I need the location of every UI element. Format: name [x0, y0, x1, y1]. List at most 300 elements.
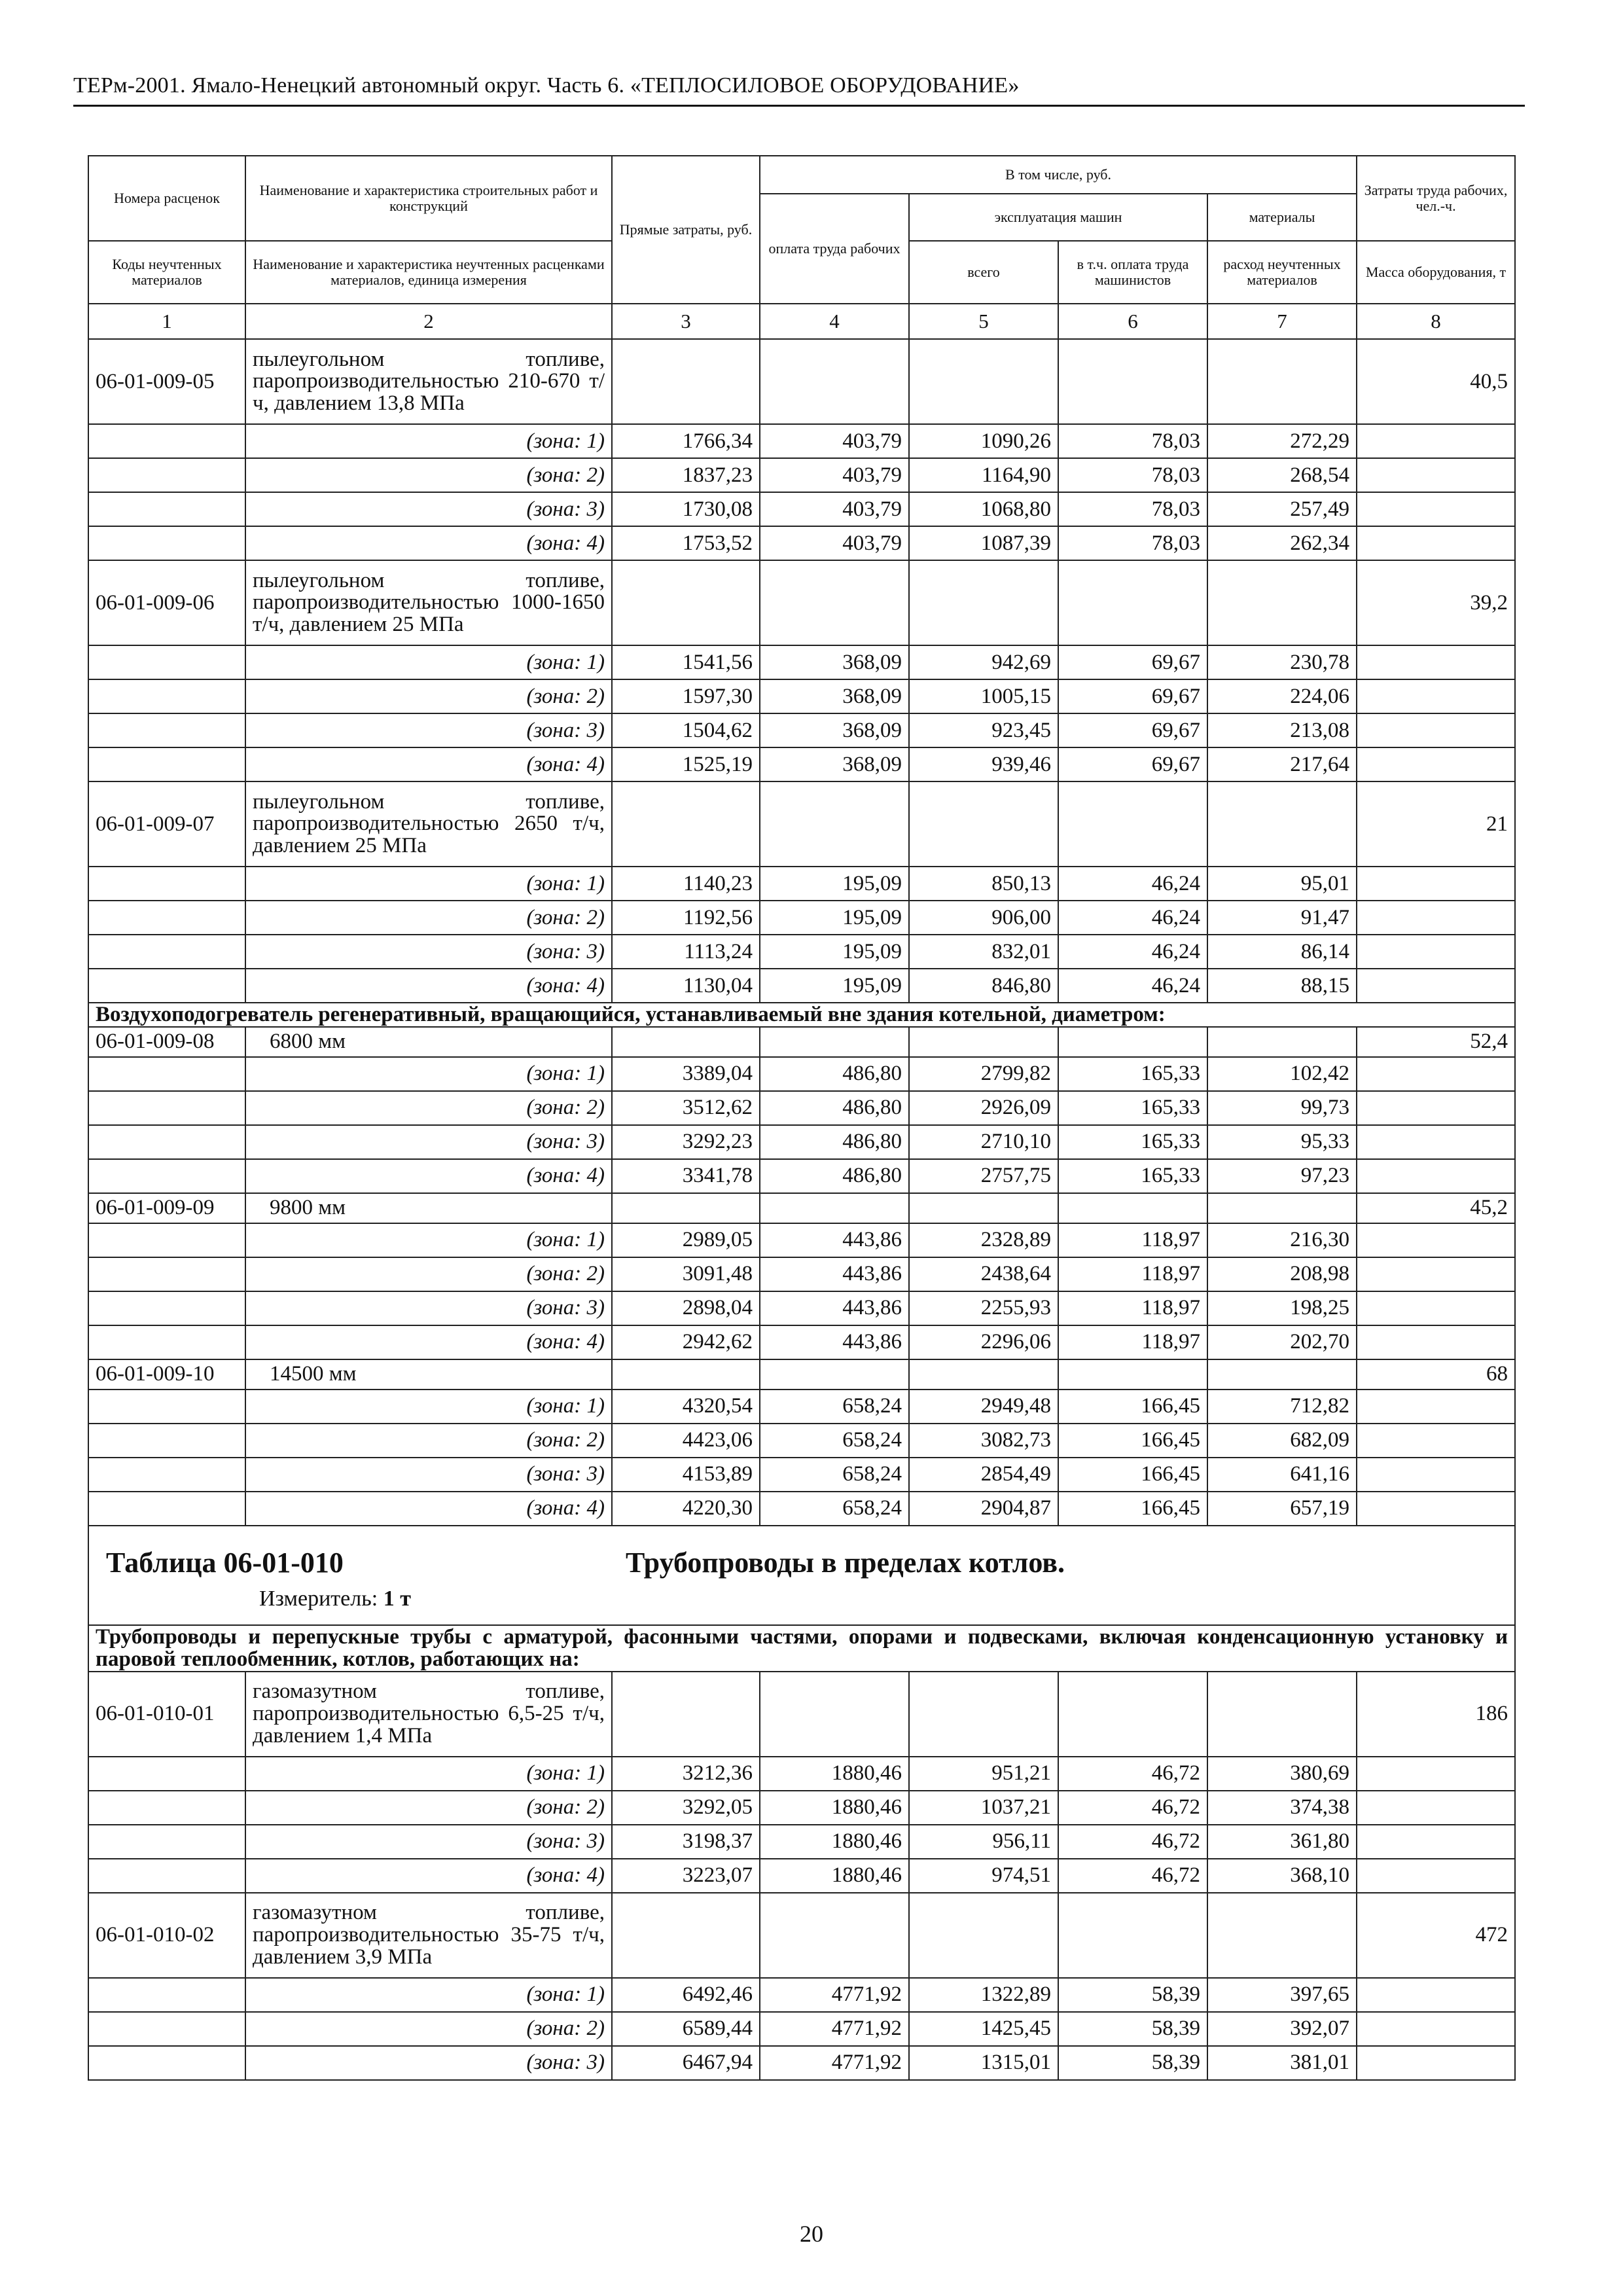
empty-cell: [909, 1193, 1058, 1223]
empty-cell: [1357, 1257, 1515, 1291]
machinist-pay-value: 46,24: [1058, 935, 1207, 969]
empty-cell: [760, 1359, 909, 1390]
materials-value: 712,82: [1207, 1390, 1357, 1424]
labor-pay-value: 368,09: [760, 713, 909, 747]
empty-cell: [612, 1672, 760, 1757]
rate-code: 06-01-009-07: [88, 781, 245, 867]
section-heading-air-heater: Воздухоподогреватель регенеративный, вращающийся, устанавливаемый вне здания котельной, диаметром:: [88, 1003, 1515, 1027]
empty-cell: [88, 1978, 245, 2012]
labor-pay-value: 403,79: [760, 458, 909, 492]
zone-label: (зона: 1): [245, 867, 612, 901]
zone-label: (зона: 2): [245, 1791, 612, 1825]
rate-row-header: [88, 1027, 1515, 1057]
labor-pay-value: 195,09: [760, 969, 909, 1003]
machines-total-value: 832,01: [909, 935, 1058, 969]
labor-pay-value: 658,24: [760, 1424, 909, 1458]
empty-cell: [88, 1458, 245, 1492]
empty-cell: [88, 1091, 245, 1125]
machines-total-value: 846,80: [909, 969, 1058, 1003]
rate-row-header: [88, 1893, 1515, 1978]
rate-row-header: [88, 339, 1515, 424]
empty-cell: [1357, 713, 1515, 747]
labor-pay-value: 443,86: [760, 1257, 909, 1291]
machines-total-value: 1005,15: [909, 679, 1058, 713]
zone-label: (зона: 4): [245, 1859, 612, 1893]
rate-description: пылеугольном топливе, паропроизводительностью 2650 т/ч, давлением 25 МПа: [245, 781, 612, 867]
materials-value: 224,06: [1207, 679, 1357, 713]
rate-mass: 52,4: [1357, 1027, 1515, 1057]
zone-row: [88, 1291, 1515, 1325]
machines-total-value: 923,45: [909, 713, 1058, 747]
machines-total-value: 942,69: [909, 645, 1058, 679]
labor-pay-value: 443,86: [760, 1223, 909, 1257]
machines-total-value: 906,00: [909, 901, 1058, 935]
empty-cell: [612, 781, 760, 867]
group-list-a: [88, 339, 1515, 1003]
group-list-c: [88, 1672, 1515, 2080]
zone-row: [88, 1757, 1515, 1791]
rate-mass: 21: [1357, 781, 1515, 867]
machinist-pay-value: 46,72: [1058, 1859, 1207, 1893]
materials-value: 641,16: [1207, 1458, 1357, 1492]
machines-total-value: 1322,89: [909, 1978, 1058, 2012]
table-title-row: [88, 1526, 1515, 1625]
zone-label: (зона: 3): [245, 713, 612, 747]
materials-value: 262,34: [1207, 526, 1357, 560]
machinist-pay-value: 165,33: [1058, 1057, 1207, 1091]
empty-cell: [88, 1390, 245, 1424]
empty-cell: [1357, 492, 1515, 526]
direct-cost-value: 4220,30: [612, 1492, 760, 1526]
group-list-b: [88, 1027, 1515, 1526]
empty-cell: [1058, 560, 1207, 645]
zone-row: [88, 492, 1515, 526]
empty-cell: [1357, 867, 1515, 901]
zone-row: [88, 1458, 1515, 1492]
rate-mass: 472: [1357, 1893, 1515, 1978]
empty-cell: [1357, 679, 1515, 713]
direct-cost-value: 1597,30: [612, 679, 760, 713]
machinist-pay-value: 46,24: [1058, 969, 1207, 1003]
empty-cell: [88, 1291, 245, 1325]
col-num: 4: [760, 304, 909, 339]
machines-total-value: 850,13: [909, 867, 1058, 901]
col-num: 2: [245, 304, 612, 339]
labor-pay-value: 4771,92: [760, 2046, 909, 2080]
empty-cell: [909, 1359, 1058, 1390]
machinist-pay-value: 118,97: [1058, 1291, 1207, 1325]
direct-cost-value: 1192,56: [612, 901, 760, 935]
empty-cell: [1357, 1978, 1515, 2012]
materials-value: 213,08: [1207, 713, 1357, 747]
direct-cost-value: 6467,94: [612, 2046, 760, 2080]
rate-code: 06-01-010-01: [88, 1672, 245, 1757]
machines-total-value: 2328,89: [909, 1223, 1058, 1257]
machinist-pay-value: 165,33: [1058, 1159, 1207, 1193]
section-heading-pipes: Трубопроводы и перепускные трубы с арматурой, фасонными частями, опорами и подвесками, включая конденсационную установку и паровой теплообменник, котлов, работающих на:: [88, 1625, 1515, 1672]
empty-cell: [88, 1257, 245, 1291]
direct-cost-value: 3512,62: [612, 1091, 760, 1125]
zone-row: [88, 424, 1515, 458]
col-num: 5: [909, 304, 1058, 339]
empty-cell: [88, 492, 245, 526]
rate-mass: 186: [1357, 1672, 1515, 1757]
zone-label: (зона: 2): [245, 2012, 612, 2046]
direct-cost-value: 6492,46: [612, 1978, 760, 2012]
empty-cell: [1207, 560, 1357, 645]
zone-label: (зона: 1): [245, 1057, 612, 1091]
empty-cell: [909, 1672, 1058, 1757]
empty-cell: [1357, 1791, 1515, 1825]
zone-row: [88, 2012, 1515, 2046]
zone-label: (зона: 2): [245, 458, 612, 492]
materials-value: 208,98: [1207, 1257, 1357, 1291]
header-name-sub: Наименование и характеристика неучтенных расценками материалов, единица измерения: [245, 241, 612, 304]
machines-total-value: 1087,39: [909, 526, 1058, 560]
machinist-pay-value: 166,45: [1058, 1390, 1207, 1424]
direct-cost-value: 1113,24: [612, 935, 760, 969]
labor-pay-value: 368,09: [760, 645, 909, 679]
col-num: 1: [88, 304, 245, 339]
empty-cell: [1357, 1424, 1515, 1458]
zone-row: [88, 1424, 1515, 1458]
empty-cell: [1357, 1757, 1515, 1791]
empty-cell: [1357, 1223, 1515, 1257]
zone-label: (зона: 4): [245, 969, 612, 1003]
direct-cost-value: 1541,56: [612, 645, 760, 679]
materials-value: 102,42: [1207, 1057, 1357, 1091]
table-title-block: [88, 1526, 1515, 1625]
empty-cell: [760, 1893, 909, 1978]
empty-cell: [1058, 1893, 1207, 1978]
machines-total-value: 2757,75: [909, 1159, 1058, 1193]
zone-row: [88, 1091, 1515, 1125]
empty-cell: [88, 2012, 245, 2046]
section-row: [88, 1625, 1515, 1672]
rate-mass: 40,5: [1357, 339, 1515, 424]
machines-total-value: 2854,49: [909, 1458, 1058, 1492]
direct-cost-value: 2898,04: [612, 1291, 760, 1325]
empty-cell: [612, 1893, 760, 1978]
zone-label: (зона: 3): [245, 1291, 612, 1325]
machinist-pay-value: 118,97: [1058, 1257, 1207, 1291]
machinist-pay-value: 46,72: [1058, 1757, 1207, 1791]
machines-total-value: 2438,64: [909, 1257, 1058, 1291]
rate-row-header: [88, 560, 1515, 645]
machines-total-value: 2926,09: [909, 1091, 1058, 1125]
empty-cell: [909, 1027, 1058, 1057]
empty-cell: [88, 679, 245, 713]
col-num: 6: [1058, 304, 1207, 339]
empty-cell: [612, 1359, 760, 1390]
zone-label: (зона: 1): [245, 424, 612, 458]
col-num: 3: [612, 304, 760, 339]
direct-cost-value: 3292,05: [612, 1791, 760, 1825]
labor-pay-value: 1880,46: [760, 1825, 909, 1859]
zone-row: [88, 1492, 1515, 1526]
zone-row: [88, 526, 1515, 560]
machines-total-value: 1315,01: [909, 2046, 1058, 2080]
empty-cell: [909, 781, 1058, 867]
labor-pay-value: 1880,46: [760, 1791, 909, 1825]
machinist-pay-value: 69,67: [1058, 713, 1207, 747]
empty-cell: [612, 560, 760, 645]
empty-cell: [1058, 1193, 1207, 1223]
empty-cell: [909, 560, 1058, 645]
empty-cell: [88, 901, 245, 935]
zone-row: [88, 1257, 1515, 1291]
empty-cell: [1207, 1359, 1357, 1390]
empty-cell: [760, 1672, 909, 1757]
price-table: [88, 155, 1516, 2081]
column-numbers: [88, 304, 1515, 339]
materials-value: 97,23: [1207, 1159, 1357, 1193]
machines-total-value: 1090,26: [909, 424, 1058, 458]
labor-pay-value: 4771,92: [760, 2012, 909, 2046]
machinist-pay-value: 69,67: [1058, 747, 1207, 781]
empty-cell: [760, 1027, 909, 1057]
zone-label: (зона: 2): [245, 901, 612, 935]
machines-total-value: 2255,93: [909, 1291, 1058, 1325]
labor-pay-value: 658,24: [760, 1390, 909, 1424]
empty-cell: [88, 1825, 245, 1859]
zone-label: (зона: 4): [245, 1325, 612, 1359]
materials-value: 257,49: [1207, 492, 1357, 526]
machinist-pay-value: 166,45: [1058, 1458, 1207, 1492]
machines-total-value: 1164,90: [909, 458, 1058, 492]
empty-cell: [612, 1027, 760, 1057]
materials-value: 198,25: [1207, 1291, 1357, 1325]
header-direct-costs: Прямые затраты, руб.: [612, 156, 760, 304]
zone-label: (зона: 2): [245, 1091, 612, 1125]
empty-cell: [88, 424, 245, 458]
machinist-pay-value: 165,33: [1058, 1091, 1207, 1125]
table-name: Трубопроводы в пределах котлов.: [626, 1546, 1065, 1579]
empty-cell: [1357, 1458, 1515, 1492]
header-divider: [73, 105, 1525, 107]
machinist-pay-value: 58,39: [1058, 2046, 1207, 2080]
zone-row: [88, 901, 1515, 935]
empty-cell: [88, 1791, 245, 1825]
empty-cell: [1357, 1091, 1515, 1125]
machines-total-value: 2296,06: [909, 1325, 1058, 1359]
zone-label: (зона: 1): [245, 1390, 612, 1424]
empty-cell: [88, 935, 245, 969]
zone-label: (зона: 1): [245, 1978, 612, 2012]
materials-value: 202,70: [1207, 1325, 1357, 1359]
zone-row: [88, 1325, 1515, 1359]
labor-pay-value: 443,86: [760, 1325, 909, 1359]
zone-row: [88, 1057, 1515, 1091]
direct-cost-value: 1766,34: [612, 424, 760, 458]
rate-mass: 39,2: [1357, 560, 1515, 645]
running-header: ТЕРм-2001. Ямало-Ненецкий автономный округ. Часть 6. «ТЕПЛОСИЛОВОЕ ОБОРУДОВАНИЕ»: [73, 73, 1020, 98]
empty-cell: [88, 645, 245, 679]
header-labor-pay: оплата труда рабочих: [760, 194, 909, 304]
direct-cost-value: 1130,04: [612, 969, 760, 1003]
direct-cost-value: 4423,06: [612, 1424, 760, 1458]
header-name: Наименование и характеристика строительных работ и конструкций: [245, 156, 612, 241]
empty-cell: [1058, 1027, 1207, 1057]
labor-pay-value: 368,09: [760, 679, 909, 713]
materials-value: 99,73: [1207, 1091, 1357, 1125]
empty-cell: [1357, 1125, 1515, 1159]
machinist-pay-value: 69,67: [1058, 645, 1207, 679]
zone-row: [88, 713, 1515, 747]
rate-description: 9800 мм: [245, 1193, 612, 1223]
zone-label: (зона: 3): [245, 1458, 612, 1492]
empty-cell: [1357, 1492, 1515, 1526]
direct-cost-value: 3198,37: [612, 1825, 760, 1859]
rate-code: 06-01-009-05: [88, 339, 245, 424]
empty-cell: [1207, 1027, 1357, 1057]
header-machines-total: всего: [909, 241, 1058, 304]
zone-row: [88, 679, 1515, 713]
machinist-pay-value: 166,45: [1058, 1492, 1207, 1526]
machines-total-value: 2799,82: [909, 1057, 1058, 1091]
machinist-pay-value: 78,03: [1058, 526, 1207, 560]
empty-cell: [88, 969, 245, 1003]
rate-code: 06-01-010-02: [88, 1893, 245, 1978]
zone-label: (зона: 3): [245, 2046, 612, 2080]
machinist-pay-value: 58,39: [1058, 1978, 1207, 2012]
machines-total-value: 956,11: [909, 1825, 1058, 1859]
zone-row: [88, 1825, 1515, 1859]
empty-cell: [612, 339, 760, 424]
machinist-pay-value: 46,72: [1058, 1791, 1207, 1825]
empty-cell: [88, 526, 245, 560]
labor-pay-value: 486,80: [760, 1125, 909, 1159]
labor-pay-value: 1880,46: [760, 1859, 909, 1893]
materials-value: 374,38: [1207, 1791, 1357, 1825]
machinist-pay-value: 46,24: [1058, 867, 1207, 901]
empty-cell: [1357, 1825, 1515, 1859]
machines-total-value: 951,21: [909, 1757, 1058, 1791]
direct-cost-value: 1140,23: [612, 867, 760, 901]
machines-total-value: 3082,73: [909, 1424, 1058, 1458]
machines-total-value: 974,51: [909, 1859, 1058, 1893]
zone-row: [88, 1859, 1515, 1893]
rate-description: газомазутном топливе, паропроизводительностью 6,5-25 т/ч, давлением 1,4 МПа: [245, 1672, 612, 1757]
direct-cost-value: 3091,48: [612, 1257, 760, 1291]
zone-row: [88, 867, 1515, 901]
empty-cell: [1207, 781, 1357, 867]
labor-pay-value: 195,09: [760, 867, 909, 901]
direct-cost-value: 3341,78: [612, 1159, 760, 1193]
machinist-pay-value: 166,45: [1058, 1424, 1207, 1458]
unit-label: Измеритель:: [259, 1586, 378, 1611]
labor-pay-value: 195,09: [760, 901, 909, 935]
empty-cell: [88, 713, 245, 747]
zone-row: [88, 1978, 1515, 2012]
machines-total-value: 1068,80: [909, 492, 1058, 526]
machines-total-value: 1037,21: [909, 1791, 1058, 1825]
machines-total-value: 939,46: [909, 747, 1058, 781]
materials-value: 361,80: [1207, 1825, 1357, 1859]
header-materials: материалы: [1207, 194, 1357, 241]
zone-row: [88, 1791, 1515, 1825]
direct-cost-value: 4153,89: [612, 1458, 760, 1492]
empty-cell: [1357, 1291, 1515, 1325]
machinist-pay-value: 58,39: [1058, 2012, 1207, 2046]
materials-value: 392,07: [1207, 2012, 1357, 2046]
direct-cost-value: 2942,62: [612, 1325, 760, 1359]
empty-cell: [760, 781, 909, 867]
direct-cost-value: 1837,23: [612, 458, 760, 492]
rate-description: газомазутном топливе, паропроизводительностью 35-75 т/ч, давлением 3,9 МПа: [245, 1893, 612, 1978]
zone-label: (зона: 4): [245, 526, 612, 560]
empty-cell: [1207, 339, 1357, 424]
rate-row-header: [88, 1359, 1515, 1390]
rate-mass: 45,2: [1357, 1193, 1515, 1223]
zone-row: [88, 1390, 1515, 1424]
zone-label: (зона: 3): [245, 1125, 612, 1159]
labor-pay-value: 486,80: [760, 1057, 909, 1091]
materials-value: 381,01: [1207, 2046, 1357, 2080]
zone-row: [88, 1223, 1515, 1257]
direct-cost-value: 3212,36: [612, 1757, 760, 1791]
header-code-sub: Коды неучтенных материалов: [88, 241, 245, 304]
empty-cell: [1357, 1390, 1515, 1424]
empty-cell: [1357, 526, 1515, 560]
empty-cell: [1207, 1193, 1357, 1223]
empty-cell: [88, 1859, 245, 1893]
rate-code: 06-01-009-06: [88, 560, 245, 645]
empty-cell: [88, 747, 245, 781]
direct-cost-value: 4320,54: [612, 1390, 760, 1424]
machinist-pay-value: 118,97: [1058, 1325, 1207, 1359]
empty-cell: [1058, 781, 1207, 867]
empty-cell: [1357, 2012, 1515, 2046]
direct-cost-value: 3389,04: [612, 1057, 760, 1091]
zone-label: (зона: 4): [245, 1492, 612, 1526]
header-labor-cost: Затраты труда рабочих, чел.-ч.: [1357, 156, 1515, 241]
empty-cell: [760, 1193, 909, 1223]
page-number: 20: [800, 2221, 823, 2247]
zone-label: (зона: 2): [245, 1424, 612, 1458]
materials-value: 230,78: [1207, 645, 1357, 679]
rate-code: 06-01-009-10: [88, 1359, 245, 1390]
empty-cell: [909, 339, 1058, 424]
header-machines: эксплуатация машин: [909, 194, 1207, 241]
header-mass: Масса оборудования, т: [1357, 241, 1515, 304]
empty-cell: [1058, 1672, 1207, 1757]
unit-value: 1 т: [383, 1586, 411, 1611]
empty-cell: [612, 1193, 760, 1223]
materials-value: 95,33: [1207, 1125, 1357, 1159]
direct-cost-value: 6589,44: [612, 2012, 760, 2046]
table-unit: [259, 1587, 411, 1611]
machinist-pay-value: 78,03: [1058, 492, 1207, 526]
machinist-pay-value: 165,33: [1058, 1125, 1207, 1159]
labor-pay-value: 4771,92: [760, 1978, 909, 2012]
empty-cell: [88, 1223, 245, 1257]
machinist-pay-value: 46,72: [1058, 1825, 1207, 1859]
machinist-pay-value: 78,03: [1058, 458, 1207, 492]
labor-pay-value: 486,80: [760, 1159, 909, 1193]
rate-description: 6800 мм: [245, 1027, 612, 1057]
rate-row-header: [88, 1193, 1515, 1223]
rate-code: 06-01-009-08: [88, 1027, 245, 1057]
labor-pay-value: 403,79: [760, 526, 909, 560]
rate-row-header: [88, 781, 1515, 867]
zone-row: [88, 969, 1515, 1003]
rate-description: 14500 мм: [245, 1359, 612, 1390]
empty-cell: [88, 458, 245, 492]
zone-row: [88, 747, 1515, 781]
empty-cell: [88, 1492, 245, 1526]
col-num: 7: [1207, 304, 1357, 339]
